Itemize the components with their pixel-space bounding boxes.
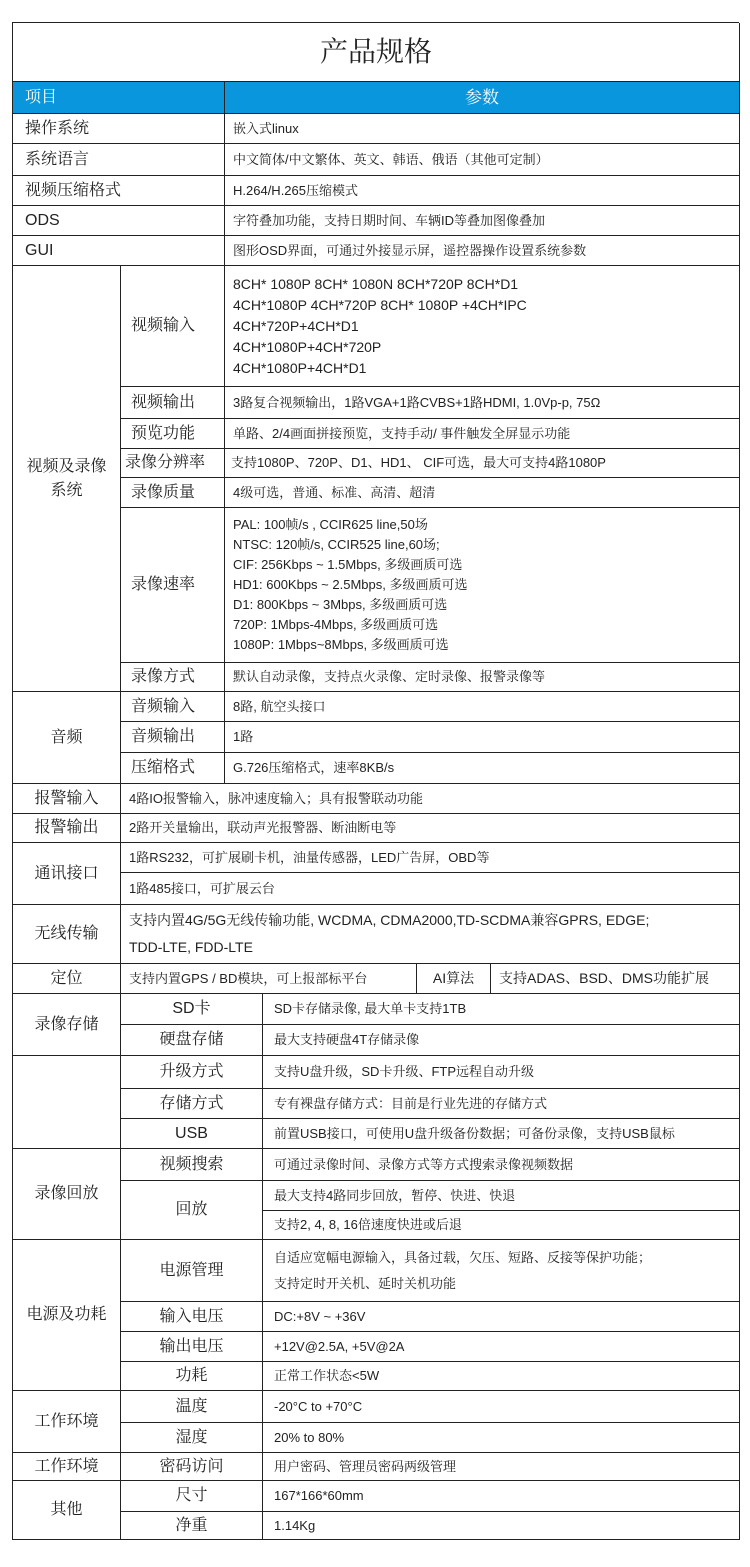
alarm-in-label: 报警输入 — [13, 784, 121, 814]
password-label: 密码访问 — [121, 1453, 263, 1481]
audio-format-label: 压缩格式 — [121, 753, 225, 784]
preview-label: 预览功能 — [121, 419, 225, 449]
vin-value: DC:+8V ~ +36V — [263, 1302, 740, 1332]
ai-value: 支持ADAS、BSD、DMS功能扩展 — [491, 964, 740, 994]
wireless-line: 支持内置4G/5G无线传输功能, WCDMA, CDMA2000,TD-SCDMA兼容GPRS, EDGE; — [129, 912, 650, 928]
other-group-label: 其他 — [13, 1481, 121, 1540]
gui-label: GUI — [13, 236, 225, 266]
rate-line: 1080P: 1Mbps~8Mbps, 多级画质可选 — [233, 637, 449, 652]
password-value: 用户密码、管理员密码两级管理 — [263, 1453, 740, 1481]
power-group-label: 电源及功耗 — [13, 1240, 121, 1391]
rate-label: 录像速率 — [121, 508, 225, 663]
preview-value: 单路、2/4画面拼接预览，支持手动/ 事件触发全屏显示功能 — [225, 419, 740, 449]
quality-label: 录像质量 — [121, 478, 225, 508]
quality-value: 4级可选，普通、标准、高清、超清 — [225, 478, 740, 508]
header-item: 项目 — [13, 82, 225, 114]
resolution-label: 录像分辨率 — [121, 449, 225, 478]
upgrade-label: 升级方式 — [121, 1056, 263, 1089]
consumption-value: 正常工作状态<5W — [263, 1362, 740, 1391]
codec-label: 视频压缩格式 — [13, 176, 225, 206]
vout-value: +12V@2.5A, +5V@2A — [263, 1332, 740, 1362]
play-value-sync: 最大支持4路同步回放，暂停、快进、快退 — [263, 1181, 740, 1211]
rate-line: 720P: 1Mbps-4Mbps, 多级画质可选 — [233, 617, 439, 632]
power-mgmt-line: 自适应宽幅电源输入，具备过载，欠压、短路、反接等保护功能； — [274, 1249, 652, 1265]
power-mgmt-label: 电源管理 — [121, 1240, 263, 1302]
alarm-out-label: 报警输出 — [13, 814, 121, 843]
env-group-label: 工作环境 — [13, 1391, 121, 1453]
video-input-line: 4CH*1080P 4CH*720P 8CH* 1080P +4CH*IPC — [233, 296, 527, 313]
rate-line: CIF: 256Kbps ~ 1.5Mbps, 多级画质可选 — [233, 557, 463, 572]
vout-label: 输出电压 — [121, 1332, 263, 1362]
play-value-speed: 支持2, 4, 8, 16倍速度快进或后退 — [263, 1211, 740, 1240]
comm-value-485: 1路485接口，可扩展云台 — [121, 873, 740, 905]
rate-value — [225, 508, 740, 663]
video-input-line: 4CH*1080P+4CH*720P — [233, 338, 382, 355]
video-output-value: 3路复合视频输出，1路VGA+1路CVBS+1路HDMI, 1.0Vp-p, 75Ω — [225, 387, 740, 419]
vin-label: 输入电压 — [121, 1302, 263, 1332]
usb-value: 前置USB接口，可使用U盘升级备份数据；可备份录像，支持USB鼠标 — [263, 1119, 740, 1149]
consumption-label: 功耗 — [121, 1362, 263, 1391]
playback-group-label: 录像回放 — [13, 1149, 121, 1240]
temp-value: -20°C to +70°C — [263, 1391, 740, 1423]
wireless-line: TDD-LTE, FDD-LTE — [129, 939, 253, 955]
video-input-line: 4CH*1080P+4CH*D1 — [233, 359, 367, 376]
alarm-in-value: 4路IO报警输入，脉冲速度输入；具有报警联动功能 — [121, 784, 740, 814]
audio-group-label: 音频 — [13, 692, 121, 784]
storage-mode-label: 存储方式 — [121, 1089, 263, 1119]
video-input-label: 视频输入 — [121, 266, 225, 387]
weight-label: 净重 — [121, 1512, 263, 1540]
os-value: 嵌入式linux — [225, 114, 740, 144]
wireless-label: 无线传输 — [13, 905, 121, 964]
video-output-label: 视频输出 — [121, 387, 225, 419]
record-mode-label: 录像方式 — [121, 663, 225, 692]
play-label: 回放 — [121, 1181, 263, 1240]
humidity-value: 20% to 80% — [263, 1423, 740, 1453]
rate-line: PAL: 100帧/s , CCIR625 line,50场 — [233, 517, 428, 532]
lang-label: 系统语言 — [13, 144, 225, 176]
audio-output-value: 1路 — [225, 722, 740, 753]
humidity-label: 湿度 — [121, 1423, 263, 1453]
storage-mode-value: 专有裸盘存储方式：目前是行业先进的存储方式 — [263, 1089, 740, 1119]
usb-label: USB — [121, 1119, 263, 1149]
os-label: 操作系统 — [13, 114, 225, 144]
storage-group-label: 录像存储 — [13, 994, 121, 1056]
env2-group-label: 工作环境 — [13, 1453, 121, 1481]
video-input-value — [225, 266, 740, 387]
audio-output-label: 音频输出 — [121, 722, 225, 753]
rate-line: NTSC: 120帧/s, CCIR525 line,60场; — [233, 537, 440, 552]
rate-line: HD1: 600Kbps ~ 2.5Mbps, 多级画质可选 — [233, 577, 468, 592]
hdd-value: 最大支持硬盘4T存储录像 — [263, 1025, 740, 1056]
video-input-line: 4CH*720P+4CH*D1 — [233, 317, 359, 334]
audio-input-value: 8路, 航空头接口 — [225, 692, 740, 722]
power-mgmt-value — [263, 1240, 740, 1302]
misc-group-blank — [13, 1056, 121, 1149]
ai-label: AI算法 — [417, 964, 491, 994]
record-mode-value: 默认自动录像，支持点火录像、定时录像、报警录像等 — [225, 663, 740, 692]
power-mgmt-line: 支持定时开关机、延时关机功能 — [274, 1275, 457, 1291]
search-value: 可通过录像时间、录像方式等方式搜索录像视频数据 — [263, 1149, 740, 1181]
spec-table — [12, 22, 739, 1540]
size-value: 167*166*60mm — [263, 1481, 740, 1512]
ods-value: 字符叠加功能，支持日期时间、车辆ID等叠加图像叠加 — [225, 206, 740, 236]
codec-value: H.264/H.265压缩模式 — [225, 176, 740, 206]
sd-value: SD卡存储录像, 最大单卡支持1TB — [263, 994, 740, 1025]
lang-value: 中文简体/中文繁体、英文、韩语、俄语（其他可定制） — [225, 144, 740, 176]
hdd-label: 硬盘存储 — [121, 1025, 263, 1056]
video-group-label: 视频及录像系统 — [13, 266, 121, 692]
locate-value: 支持内置GPS / BD模块，可上报部标平台 — [121, 964, 417, 994]
video-input-line: 8CH* 1080P 8CH* 1080N 8CH*720P 8CH*D1 — [233, 275, 519, 292]
comm-label: 通讯接口 — [13, 843, 121, 905]
header-param: 参数 — [225, 82, 740, 114]
search-label: 视频搜索 — [121, 1149, 263, 1181]
resolution-value: 支持1080P、720P、D1、HD1、 CIF可选，最大可支持4路1080P — [225, 449, 740, 478]
rate-line: D1: 800Kbps ~ 3Mbps, 多级画质可选 — [233, 597, 448, 612]
upgrade-value: 支持U盘升级，SD卡升级、FTP远程自动升级 — [263, 1056, 740, 1089]
gui-value: 图形OSD界面，可通过外接显示屏，遥控器操作设置系统参数 — [225, 236, 740, 266]
ods-label: ODS — [13, 206, 225, 236]
comm-value-rs232: 1路RS232，可扩展刷卡机，油量传感器，LED广告屏，OBD等 — [121, 843, 740, 873]
weight-value: 1.14Kg — [263, 1512, 740, 1540]
audio-format-value: G.726压缩格式，速率8KB/s — [225, 753, 740, 784]
audio-input-label: 音频输入 — [121, 692, 225, 722]
temp-label: 温度 — [121, 1391, 263, 1423]
alarm-out-value: 2路开关量输出，联动声光报警器、断油断电等 — [121, 814, 740, 843]
size-label: 尺寸 — [121, 1481, 263, 1512]
page-title: 产品规格 — [13, 23, 740, 82]
wireless-value — [121, 905, 740, 964]
locate-label: 定位 — [13, 964, 121, 994]
sd-label: SD卡 — [121, 994, 263, 1025]
